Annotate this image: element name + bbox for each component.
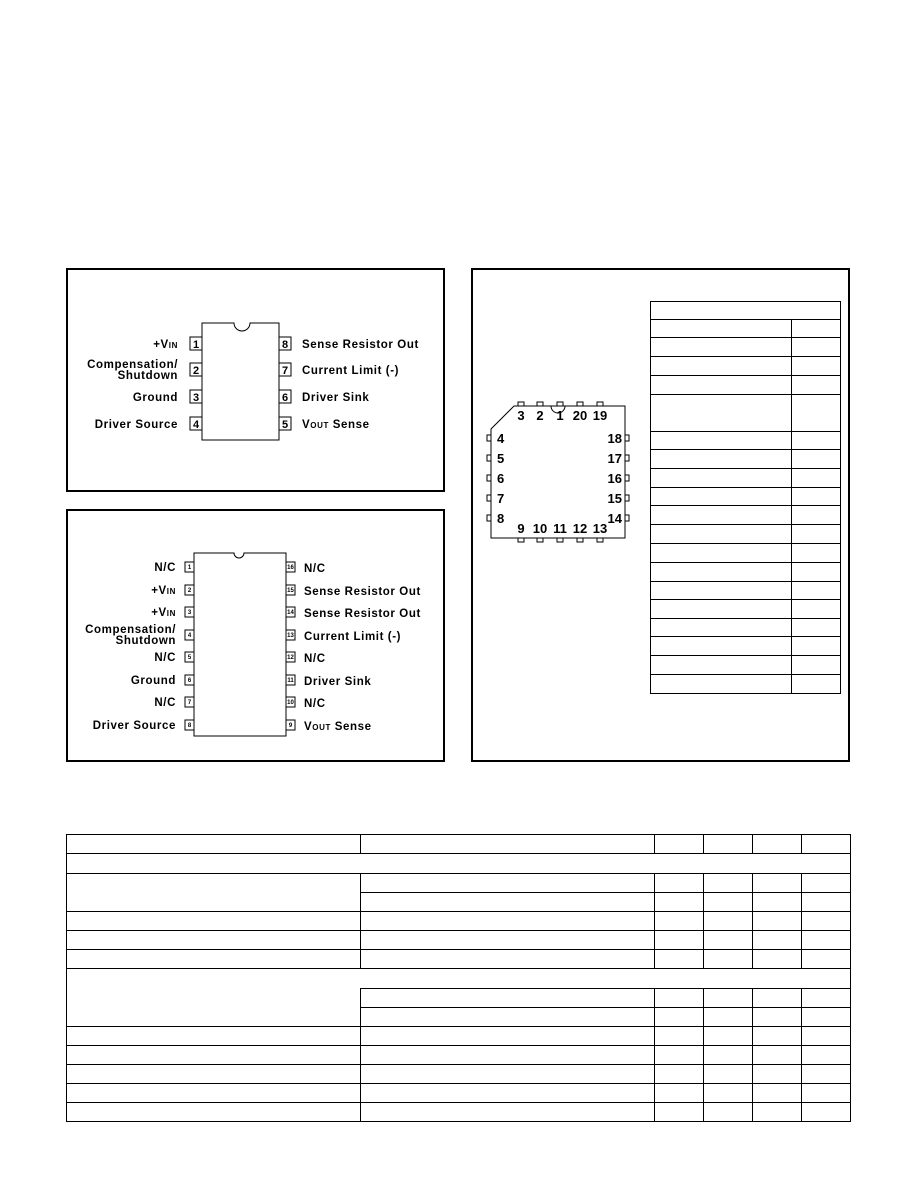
table-cell (651, 488, 792, 506)
table-cell (792, 525, 841, 544)
pin-number: 6 (281, 392, 289, 404)
table-cell (655, 989, 704, 1008)
table-cell (651, 544, 792, 563)
pin-number: 4 (497, 431, 505, 446)
pin-number: 11 (287, 678, 294, 684)
table-cell (792, 338, 841, 357)
table-cell (651, 395, 792, 432)
pin-number: 16 (607, 471, 622, 486)
table-cell (704, 1065, 753, 1084)
table-row (651, 525, 841, 544)
table-cell (704, 893, 753, 912)
pin-number: 4 (192, 419, 200, 431)
table-cell (704, 874, 753, 893)
dip8-diagram (68, 270, 443, 490)
table-cell (651, 506, 792, 525)
pin-lead (557, 538, 563, 542)
dip16-diagram-box (66, 509, 445, 762)
pin-label: +VIN (153, 339, 178, 351)
table-row (67, 1027, 851, 1046)
pin-number: 1 (192, 339, 200, 351)
dip16-diagram (68, 511, 443, 760)
pin-label: Current Limit (-) (302, 365, 400, 377)
table-cell (67, 1027, 361, 1046)
table-cell (67, 854, 851, 874)
table-cell (651, 302, 841, 320)
table-cell (792, 637, 841, 656)
table-row (651, 563, 841, 582)
table-row (67, 1103, 851, 1122)
table-cell (655, 874, 704, 893)
table-row (67, 874, 851, 893)
table-row (651, 488, 841, 506)
pin-number: 2 (192, 365, 200, 377)
pin-label: +VIN (151, 607, 176, 619)
table-cell (802, 874, 851, 893)
pin-number: 12 (287, 655, 294, 661)
pin-label: VOUT Sense (304, 721, 372, 733)
table-cell (704, 1084, 753, 1103)
pin-label: Sense Resistor Out (302, 339, 419, 351)
table-cell (792, 619, 841, 637)
pin-number: 2 (187, 588, 192, 594)
table-cell (361, 931, 655, 950)
plcc20-diagram (485, 400, 645, 550)
pin-lead (518, 402, 524, 406)
table-cell (651, 675, 792, 694)
table-row (67, 912, 851, 931)
plcc20-package-body (491, 406, 625, 538)
pin-number: 7 (497, 491, 505, 506)
pin-label: N/C (304, 563, 326, 575)
table-cell (704, 950, 753, 969)
pin-number: 6 (187, 678, 192, 684)
pin-number: 13 (287, 633, 294, 639)
pin-label: Sense Resistor Out (304, 586, 421, 598)
table-cell (802, 1046, 851, 1065)
pin-number: 1 (556, 408, 564, 423)
table-cell (361, 893, 655, 912)
table-cell (792, 506, 841, 525)
pin-label: Driver Source (92, 720, 176, 732)
pin-label: N/C (154, 652, 176, 664)
table-cell (655, 931, 704, 950)
table-cell (361, 1103, 655, 1122)
pin-label: Sense Resistor Out (304, 608, 421, 620)
pin-label: VOUT Sense (302, 419, 370, 431)
table-cell (67, 912, 361, 931)
pin-label: +VIN (151, 585, 176, 597)
table-cell (753, 950, 802, 969)
table-row (651, 469, 841, 488)
pin-lead (487, 435, 491, 441)
table-row (651, 506, 841, 525)
table-cell (753, 912, 802, 931)
table-cell (655, 1027, 704, 1046)
table-cell (792, 376, 841, 395)
pin-lead (625, 455, 629, 461)
pin-number: 3 (517, 408, 525, 423)
pin-number: 18 (607, 431, 622, 446)
table-header-row (67, 835, 851, 854)
pin-label: Current Limit (-) (304, 631, 402, 643)
pin-number: 12 (572, 521, 588, 536)
table-cell (361, 874, 655, 893)
table-cell (802, 989, 851, 1008)
table-cell (753, 1008, 802, 1027)
table-cell (704, 835, 753, 854)
table-cell (792, 320, 841, 338)
table-cell (67, 1103, 361, 1122)
pin-number: 15 (287, 588, 294, 594)
table-row (651, 357, 841, 376)
pin-lead (487, 495, 491, 501)
table-cell (655, 950, 704, 969)
table-cell (704, 989, 753, 1008)
pin-number: 3 (192, 392, 200, 404)
table-cell (67, 931, 361, 950)
pin-label: Ground (130, 675, 176, 687)
pin-number: 13 (592, 521, 608, 536)
table-cell (67, 969, 851, 989)
table-cell (802, 1008, 851, 1027)
table-cell (704, 1008, 753, 1027)
table-cell (651, 619, 792, 637)
pin-number: 8 (497, 511, 505, 526)
table-cell (651, 525, 792, 544)
electrical-characteristics-table (66, 834, 851, 1122)
table-row (651, 619, 841, 637)
table-cell (802, 1065, 851, 1084)
table-cell (753, 931, 802, 950)
table-row (67, 1065, 851, 1084)
table-cell (802, 835, 851, 854)
table-row (651, 544, 841, 563)
table-cell (792, 450, 841, 469)
table-row (67, 1046, 851, 1065)
pin-label: N/C (304, 698, 326, 710)
table-cell (802, 931, 851, 950)
table-row (651, 338, 841, 357)
table-cell (67, 1084, 361, 1103)
table-cell (753, 1084, 802, 1103)
table-cell (651, 450, 792, 469)
table-cell (655, 912, 704, 931)
table-row (651, 582, 841, 600)
table-cell (67, 1046, 361, 1065)
pin-number: 14 (287, 610, 294, 616)
table-cell (792, 563, 841, 582)
pin-number: 4 (187, 633, 192, 639)
pin-label: N/C (154, 562, 176, 574)
pin-number: 8 (187, 723, 192, 729)
table-cell (753, 989, 802, 1008)
table-cell (67, 950, 361, 969)
table-cell (651, 376, 792, 395)
pin-number: 5 (497, 451, 505, 466)
table-cell (655, 1046, 704, 1065)
table-cell (651, 563, 792, 582)
table-cell (753, 1103, 802, 1122)
table-row (651, 637, 841, 656)
table-cell (704, 1027, 753, 1046)
table-cell (651, 600, 792, 619)
pin-lead (577, 402, 583, 406)
plcc20-diagram-box (471, 268, 850, 762)
table-cell (655, 1103, 704, 1122)
table-row (67, 1084, 851, 1103)
pin-label: Shutdown (117, 370, 178, 382)
table-section-row (67, 969, 851, 989)
table-cell (655, 1008, 704, 1027)
table-cell (651, 582, 792, 600)
table-cell (67, 835, 361, 854)
table-cell (792, 469, 841, 488)
pin-number: 15 (607, 491, 622, 506)
table-cell (792, 432, 841, 450)
table-cell (651, 637, 792, 656)
dip8-diagram-box (66, 268, 445, 492)
table-row (67, 989, 851, 1008)
pin-number: 9 (517, 521, 525, 536)
pin-number: 9 (288, 723, 293, 729)
table-cell (802, 1027, 851, 1046)
pin-number: 2 (536, 408, 544, 423)
pin-label: Ground (132, 392, 178, 404)
table-cell (361, 1065, 655, 1084)
pin-number: 10 (287, 700, 294, 706)
pin-lead (557, 402, 563, 406)
pin-label: Compensation/ (85, 624, 176, 636)
table-section-row (67, 854, 851, 874)
table-row (67, 950, 851, 969)
pin-lead (537, 538, 543, 542)
table-cell (655, 835, 704, 854)
table-cell (361, 1046, 655, 1065)
pin-number: 10 (532, 521, 548, 536)
pin-lead (625, 515, 629, 521)
pin-number: 19 (592, 408, 608, 423)
dip16-package-body (194, 553, 286, 736)
pin-number: 14 (607, 511, 622, 526)
pin-number: 8 (281, 339, 289, 351)
table-cell (753, 893, 802, 912)
pin-number: 5 (187, 655, 192, 661)
table-cell (792, 395, 841, 432)
pin-label: Compensation/ (87, 359, 178, 371)
table-cell (655, 1065, 704, 1084)
table-row (651, 395, 841, 432)
pin-label: Driver Sink (304, 676, 372, 688)
pin-label: Shutdown (115, 635, 176, 647)
pin-lead (487, 475, 491, 481)
table-cell (67, 874, 361, 912)
pin-number: 20 (572, 408, 588, 423)
table-cell (361, 1008, 655, 1027)
table-cell (655, 893, 704, 912)
table-cell (792, 488, 841, 506)
table-cell (361, 912, 655, 931)
pin-number: 6 (497, 471, 505, 486)
table-cell (792, 675, 841, 694)
pin-number: 1 (187, 565, 192, 571)
table-cell (655, 1084, 704, 1103)
table-row (651, 450, 841, 469)
pin-number: 17 (607, 451, 622, 466)
table-cell (704, 1103, 753, 1122)
table-cell (792, 544, 841, 563)
table-row (651, 600, 841, 619)
table-cell (802, 1103, 851, 1122)
table-cell (361, 1027, 655, 1046)
table-cell (753, 835, 802, 854)
pin-number: 7 (187, 700, 192, 706)
pin-number: 5 (281, 419, 289, 431)
table-cell (792, 656, 841, 675)
table-cell (651, 320, 792, 338)
table-cell (802, 893, 851, 912)
table-cell (792, 357, 841, 376)
pin-lead (537, 402, 543, 406)
table-cell (361, 1084, 655, 1103)
table-cell (753, 1046, 802, 1065)
table-cell (651, 656, 792, 675)
table-cell (651, 338, 792, 357)
pin-label: Driver Source (94, 419, 178, 431)
pin-lead (625, 475, 629, 481)
table-cell (802, 1084, 851, 1103)
table-row (651, 675, 841, 694)
table-cell (802, 912, 851, 931)
table-row (651, 376, 841, 395)
pin-lead (597, 402, 603, 406)
table-row (67, 931, 851, 950)
table-cell (651, 469, 792, 488)
pin-label: Driver Sink (302, 392, 370, 404)
plcc20-pin-table (650, 301, 841, 694)
pin-number: 7 (281, 365, 289, 377)
table-row (651, 302, 841, 320)
table-row (651, 656, 841, 675)
table-cell (651, 432, 792, 450)
table-cell (792, 582, 841, 600)
table-cell (361, 835, 655, 854)
pin-label: N/C (304, 653, 326, 665)
table-cell (753, 874, 802, 893)
pin-number: 11 (553, 521, 567, 536)
pin-lead (625, 495, 629, 501)
table-row (651, 320, 841, 338)
pin-label: N/C (154, 697, 176, 709)
dip8-package-body (202, 323, 279, 440)
table-cell (361, 950, 655, 969)
table-cell (753, 1065, 802, 1084)
pin-lead (518, 538, 524, 542)
table-cell (704, 931, 753, 950)
table-cell (67, 989, 361, 1027)
table-cell (802, 950, 851, 969)
pin-number: 16 (287, 565, 294, 571)
table-cell (704, 912, 753, 931)
pin-number: 3 (187, 610, 192, 616)
table-cell (792, 600, 841, 619)
pin-lead (487, 455, 491, 461)
pin-lead (487, 515, 491, 521)
pin-lead (625, 435, 629, 441)
table-cell (753, 1027, 802, 1046)
table-cell (67, 1065, 361, 1084)
pin-lead (597, 538, 603, 542)
table-cell (651, 357, 792, 376)
pin-lead (577, 538, 583, 542)
table-cell (704, 1046, 753, 1065)
table-row (651, 432, 841, 450)
table-cell (361, 989, 655, 1008)
